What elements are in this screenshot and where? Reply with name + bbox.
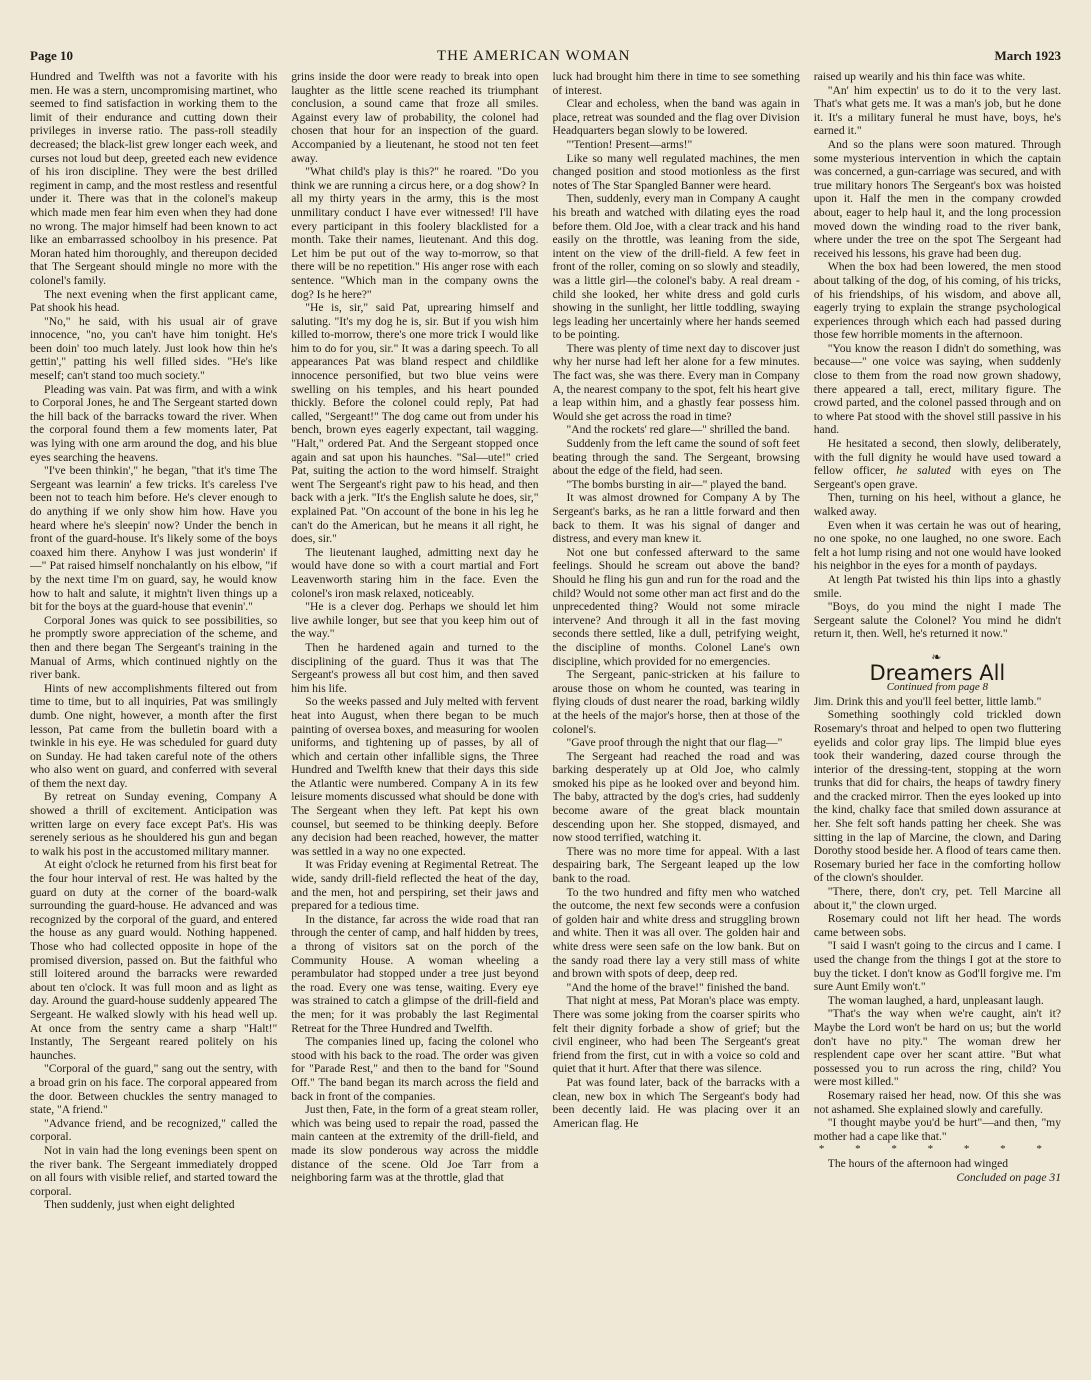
paragraph: Then, turning on his heel, without a glance, he walked away. xyxy=(813,491,1061,518)
paragraph: Suddenly from the left came the sound of soft feet beating through the sand. The Sergeant, browsing about the edge of the field, had seen. xyxy=(552,437,800,478)
paragraph: So the weeks passed and July melted with fervent heat into August, when there began to be much painting of oversea boxes, and measuring for woolen uniforms, and tightening up of passes, by all of which and certain other infallible signs, the Three Hundred and Twelfth knew that their days this side the Atlantic were numbered. Company A in its few leisure moments discussed what should be done with The Sergeant when they left. Pat kept his own counsel, but seemed to be thinking deeply. Before any decision had been reached, however, the matter was settled in a way no one expected. xyxy=(291,695,539,858)
paragraph: "I thought maybe you'd be hurt"—and then, "my mother had a cape like that." xyxy=(813,1116,1061,1143)
paragraph: At eight o'clock he returned from his first beat for the four hour interval of rest. He was halted by the guard on duty at the corner of the board-walk surrounding the guard-house. He advanced and was recognized by the corporal of the guard, and entered the house as any guard would. Nothing happened. Those who had collected opposite in hope of the promised diversion, passed on. But the faithful who still loitered around the barracks were rewarded about ten o'clock. It was full moon and as light as day. Around the guard-house suddenly appeared The Sergeant. He walked slowly with his head well up. At once from the sentry came a sharp "Halt!" Instantly, The Sergeant reared politely on his haunches. xyxy=(30,858,278,1062)
paragraph: Hints of new accomplishments filtered out from time to time, but to all inquiries, Pat was smilingly dumb. One night, however, a month after the first lesson, Pat came from the bulletin board with a twinkle in his eye. He was scheduled for guard duty on Sunday. He had taken careful note of the others who also went on guard, and conferred with several of them the next day. xyxy=(30,681,278,790)
paragraph: "He is, sir," said Pat, uprearing himself and saluting. "It's my dog he is, sir. But if you wish him killed to-morrow, there's one more trick I would like him to do for you, sir." It was a daring speech. To all appearances Pat was bland respect and childlike innocence personified, but two blue veins were swelling on his temples, and his heart pounded thickly. Before the colonel could reply, Pat had called, "Sergeant!" The dog came out from under his bench, brown eyes eagerly expectant, tail wagging. "Halt," ordered Pat. And the Sergeant stopped once again and sat upon his haunches. "Sal—ute!" cried Pat, suiting the action to the word himself. Straight went The Sergeant's right paw to his head, and then back with a jerk. "It's the English salute he does, sir," explained Pat. "On account of the bone in his leg he can't do the American, but he means it all right, he does, sir." xyxy=(291,301,539,546)
text-columns xyxy=(30,70,1061,1360)
paragraph: Jim. Drink this and you'll feel better, little lamb." xyxy=(813,694,1042,708)
paragraph: "That's the way when we're caught, ain't it? Maybe the Lord won't be hard on us; but the world don't have no pity." The woman drew her resplendent cape over her scant attire. "But what possessed you to run across the ring, child? You were most killed." xyxy=(813,1007,1061,1089)
paragraph: raised up wearily and his thin face was white. xyxy=(813,70,1026,83)
paragraph: To the two hundred and fifty men who watched the outcome, the next few seconds were a confusion of golden hair and white dress and struggling brown and white. Then it was all over. The golden hair and white dress were seen safe on the low bank. But on the sandy road there lay a very still mass of white and brown with spots of deep, deep red. xyxy=(552,885,800,981)
paragraph: "I've been thinkin'," he began, "that it's time The Sergeant was learnin' a few tricks. It's careless I've been not to teach him before. He's clever enough to do anything if we only show him how. Have you heard where he's sleepin' now? Under the bench in front of the guard-house. It's likely some of the boys coaxed him there. Anyhow I was just wonderin' if—" Pat raised himself nonchalantly on his elbow, "if by the next time I'm on guard, say, he would know how to halt and salute, it mightn't liven things up a bit for the boys at the guard-house that evenin'." xyxy=(30,464,278,614)
column-4 xyxy=(814,70,1061,1360)
paragraph: When the box had been lowered, the men stood about talking of the dog, of his coming, of his tricks, of his friendships, of his wisdom, and above all, eagerly trying to explain the strange psychological experiences through which each had passed during those few horrible moments in the afternoon. xyxy=(813,260,1061,342)
paragraph: "And the rockets' red glare—" shrilled the band. xyxy=(566,423,790,437)
paragraph: luck had brought him there in time to see something of interest. xyxy=(552,70,800,97)
paragraph: The companies lined up, facing the colonel who stood with his back to the road. The order was given for "Parade Rest," and then to the band for "Sound Off." The band began its march across the field and back in front of the companies. xyxy=(291,1035,539,1103)
section-break: * * * * * * * xyxy=(818,1143,1056,1156)
paragraph: In the distance, far across the wide road that ran through the center of camp, and half hidden by trees, a throng of visitors sat on the porch of the Community House. A woman wheeling a perambulator had stopped under a tree just beyond the road. Every one was tense, waiting. Every eye was strained to catch a glimpse of the drill-field and the men; for it was probably the last Regimental Retreat for the Three Hundred and Twelfth. xyxy=(291,912,539,1035)
paragraph: The woman laughed, a hard, unpleasant laugh. xyxy=(827,993,1044,1007)
paragraph: Then he hardened again and turned to the disciplining of the guard. Thus it was that The Sergeant's prowess all but cost him, and then saved him his life. xyxy=(291,640,539,695)
continued-from-note: Continued from page 8 xyxy=(886,681,989,694)
paragraph: Even when it was certain he was out of hearing, no one spoke, no one laughed, no one swore. Each felt a hot lump rising and not one would have looked his neighbor in the eyes for a month of paydays. xyxy=(813,518,1061,573)
paragraph: "I said I wasn't going to the circus and I came. I used the change from the things I got at the store to buy the ticket. I don't know as God'll forgive me. I'm sure Aunt Emily won't." xyxy=(813,939,1061,994)
text-run: He hesitated a second, then slowly, deliberately, with the full dignity he would have used toward a fellow officer, xyxy=(813,437,1061,478)
column-1 xyxy=(30,70,277,1360)
paragraph: Rosemary could not lift her head. The words came between sobs. xyxy=(813,912,1061,939)
paragraph: "Advance friend, and be recognized," called the corporal. xyxy=(30,1116,278,1144)
column-2 xyxy=(291,70,538,1360)
paragraph: Pat was found later, back of the barracks with a clean, new box in which The Sergeant's body had been decently laid. He was placing over it an American flag. He xyxy=(552,1075,800,1130)
paragraph: "An' him expectin' us to do it to the very last. That's what gets me. It was a man's job, but he done it. It's a military funeral he must have, boys, he's earned it." xyxy=(813,83,1061,138)
ornament-icon: ❧ xyxy=(931,649,944,664)
paragraph: It was almost drowned for Company A by The Sergeant's barks, as he ran a little forward and then back to them. It was his signal of danger and distress, and every man knew it. xyxy=(552,491,800,546)
text-run: with eyes on The Sergeant's open grave. xyxy=(813,464,1061,491)
paragraph: Hundred and Twelfth was not a favorite with his men. He was a stern, uncompromising martinet, who seemed to find satisfaction in working them to the limit of their endurance and cutting down their privileges in inverse ratio. The pass-roll steadily decreased; the black-list grew longer each week, and curses not loud but deep, greeted each new evidence of his iron discipline. They were the best drilled regiment in camp, and the most restless and resentful under it. There was that in the colonel's makeup which made men fear him even when they had done no wrong. The major himself had been known to act like an embarrassed schoolboy in his presence. Pat Moran hated him thoroughly, and thereupon decided that The Sergeant should mingle no more with the colonel's family. xyxy=(30,70,278,287)
paragraph: "Corporal of the guard," sang out the sentry, with a broad grin on his face. The corporal appeared from the door. Between chuckles the sentry managed to state, "A friend." xyxy=(30,1062,278,1117)
paragraph xyxy=(814,437,1061,491)
paragraph: That night at mess, Pat Moran's place was empty. There was some joking from the coarser spirits who felt their dignity forbade a show of grief; but the civil engineer, who had been The Sergeant's great friend from the first, cut in with a voice so cold and quiet that it hurt. After that there was silence. xyxy=(552,994,800,1076)
paragraph: By retreat on Sunday evening, Company A showed a thrill of excitement. Anticipation was written large on every face except Pat's. His was serenely serious as he shouldered his gun and began to walk his post in the accustomed military manner. xyxy=(30,790,278,858)
paragraph: At length Pat twisted his thin lips into a ghastly smile. xyxy=(813,572,1061,600)
paragraph: grins inside the door were ready to break into open laughter as the little scene reached its triumphant conclusion, a sound came that froze all smiles. Against every law of probability, the colonel had chosen that hour for an inspection of the guard. Accompanied by a lieutenant, he stood not ten feet away. xyxy=(291,70,539,165)
paragraph: "'Tention! Present—arms!" xyxy=(566,137,693,151)
italic-text: he saluted xyxy=(896,464,951,478)
paragraph: Something soothingly cold trickled down Rosemary's throat and helped to open two fluttering eyelids and color gray lips. The limpid blue eyes took their wandering, dazed course through the interior of the dressing-tent, stopping at the worn trunks that did for chairs, the heaps of tawdry finery and the cracked mirror. Then the eyes looked up into the kind, chalky face that smiled down assurance at her. She felt soft hands patting her cheek. She was sitting in the lap of Marcine, the clown, and Daring Dorothy stood beside her. A flood of tears came then. Rosemary buried her face in the comforting hollow of the clown's shoulder. xyxy=(813,708,1061,885)
paragraph: The lieutenant laughed, admitting next day he would have done so with a court martial and Fort Leavenworth staring him in the face. Even the colonel's iron mask relaxed, noticeably. xyxy=(291,545,539,600)
paragraph: Then, suddenly, every man in Company A caught his breath and watched with dilating eyes the road before them. Old Joe, with a clear track and his hand easily on the throttle, was leaning from the side, intent on the view of the drill-field. A few feet in front of the roller, coming on so slowly and steadily, was a little girl—the colonel's baby. A real dream - child she looked, her white dress and gold curls showing in the sunlight, her little toddling, swaying legs leading her uncertainly where her hands seemed to be pointing. xyxy=(552,192,800,342)
paragraph: "No," he said, with his usual air of grave innocence, "no, you can't have him tonight. He's been doin' too much lately. Just look how thin he's gettin'," patting his well filled sides. "He's like meself; can't stand too much society." xyxy=(30,314,278,383)
paragraph: Corporal Jones was quick to see possibilities, so he promptly swore appreciation of the scheme, and then and there began The Sergeant's training in the Manual of Arms, which continued nightly on the river bank. xyxy=(30,613,278,682)
paragraph: Then suddenly, just when eight delighted xyxy=(44,1198,235,1212)
paragraph: "There, there, don't cry, pet. Tell Marcine all about it," the clown urged. xyxy=(813,885,1061,912)
paragraph: The next evening when the first applicant came, Pat shook his head. xyxy=(30,287,278,315)
issue-date: March 1923 xyxy=(994,48,1061,63)
story-title: Dreamers All xyxy=(869,660,1006,685)
page-header xyxy=(30,48,1061,70)
paragraph: Clear and echoless, when the band was again in place, retreat was sounded and the flag over Division Headquarters began slowly to be lowered. xyxy=(552,97,800,138)
story-heading xyxy=(814,651,1061,695)
paragraph: "What child's play is this?" he roared. "Do you think we are running a circus here, or a dog show? In all my thirty years in the army, this is the most unmilitary conduct I have ever witnessed! I'll have every participant in this foolery blacklisted for a month. Take their names, lieutenant. And this dog. Let him be put out of the way to-morrow, so that there will be no repetition." His anger rose with each sentence. "Which man in the company owns the dog? Is he here?" xyxy=(291,165,539,301)
concluded-on-note: Concluded on page 31 xyxy=(956,1170,1061,1184)
paragraph: "And the home of the brave!" finished the band. xyxy=(566,980,790,994)
paragraph: Not one but confessed afterward to the same feelings. Should he scream out above the band? Should he fling his gun and run for the road and the child? Would not some other man act first and do the unprecedented thing? Would not some miracle intervene? And through it all in the fast moving seconds there settled, like a dull, petrifying weight, the discipline of months. Colonel Lane's own discipline, which provided for no emergencies. xyxy=(552,545,800,668)
paragraph: There was no more time for appeal. With a last despairing bark, The Sergeant leaped up the low bank to the road. xyxy=(552,844,800,886)
paragraph: Just then, Fate, in the form of a great steam roller, which was being used to repair the road, passed the main canteen at the extremity of the drill-field, and made its slow ponderous way across the middle distance of the scene. Old Joe Tarr from a neighboring farm was at the throttle, glad that xyxy=(291,1103,539,1185)
paragraph: "You know the reason I didn't do something, was because—" one voice was saying, when suddenly close to them from the road now grown shadowy, there appeared a tall, erect, military figure. The crowd parted, and the colonel passed through and on to where Pat stood with the shovel still passive in his hand. xyxy=(813,341,1061,437)
paragraph: "The bombs bursting in air—" played the band. xyxy=(566,477,787,491)
paragraph: The hours of the afternoon had winged xyxy=(827,1156,1009,1170)
page-number: Page 10 xyxy=(30,48,73,63)
paragraph: The Sergeant had reached the road and was barking desperately up at Old Joe, who calmly smoked his pipe as he looked over and beyond him. The baby, attracted by the dog's cries, had suddenly become aware of the great black mountain descending upon her. She stopped, dismayed, and now stood terrified, watching it. xyxy=(552,749,800,845)
paragraph: Pleading was vain. Pat was firm, and with a wink to Corporal Jones, he and The Sergeant started down the hill back of the barracks toward the river. When the corporal found them a few moments later, Pat was lying with one arm around the dog, and his blue eyes searching the heavens. xyxy=(30,382,278,464)
paragraph: "Gave proof through the night that our flag—" xyxy=(566,736,783,750)
column-3 xyxy=(553,70,800,1360)
paragraph: Not in vain had the long evenings been spent on the river bank. The Sergeant immediately dropped on all fours with visible relief, and started toward the corporal. xyxy=(30,1143,278,1198)
paragraph: "He is a clever dog. Perhaps we should let him live awhile longer, but see that you keep him out of the way." xyxy=(291,600,539,641)
paragraph: "Boys, do you mind the night I made The Sergeant salute the Colonel? You mind he didn't return it, then. Well, he's returned it now." xyxy=(813,600,1061,641)
paragraph: Rosemary raised her head, now. Of this she was not ashamed. She explained slowly and carefully. xyxy=(813,1088,1061,1116)
paragraph: It was Friday evening at Regimental Retreat. The wide, sandy drill-field reflected the heat of the day, and the men, hot and perspiring, set their jaws and prepared for a tedious time. xyxy=(291,858,539,913)
paragraph: Like so many well regulated machines, the men changed position and stood motionless as the first notes of The Star Spangled Banner were heard. xyxy=(552,151,800,192)
paragraph: There was plenty of time next day to discover just why her nurse had left her alone for a few minutes. The fact was, she was there. Every man in Company A, the nearest company to the spot, felt his heart give a leap within him, and a ghastly fear possess him. Would she get across the road in time? xyxy=(552,341,800,423)
magazine-title: THE AMERICAN WOMAN xyxy=(436,48,631,64)
paragraph: The Sergeant, panic-stricken at his failure to arouse those on whom he counted, was tearing in flying clouds of dust nearer the road, barking wildly at the heels of the major's horse, then at those of the colonel's. xyxy=(552,668,800,736)
paragraph: And so the plans were soon matured. Through some mysterious intervention in which the captain was concerned, a gun-carriage was secured, and with true military honors The Sergeant's box was hoisted upon it. Half the men in the company crowded about, eager to help haul it, and the long procession moved down the winding road to the river bank, where under the tree on the spot The Sergeant had received his lessons, his grave had been dug. xyxy=(813,137,1061,260)
